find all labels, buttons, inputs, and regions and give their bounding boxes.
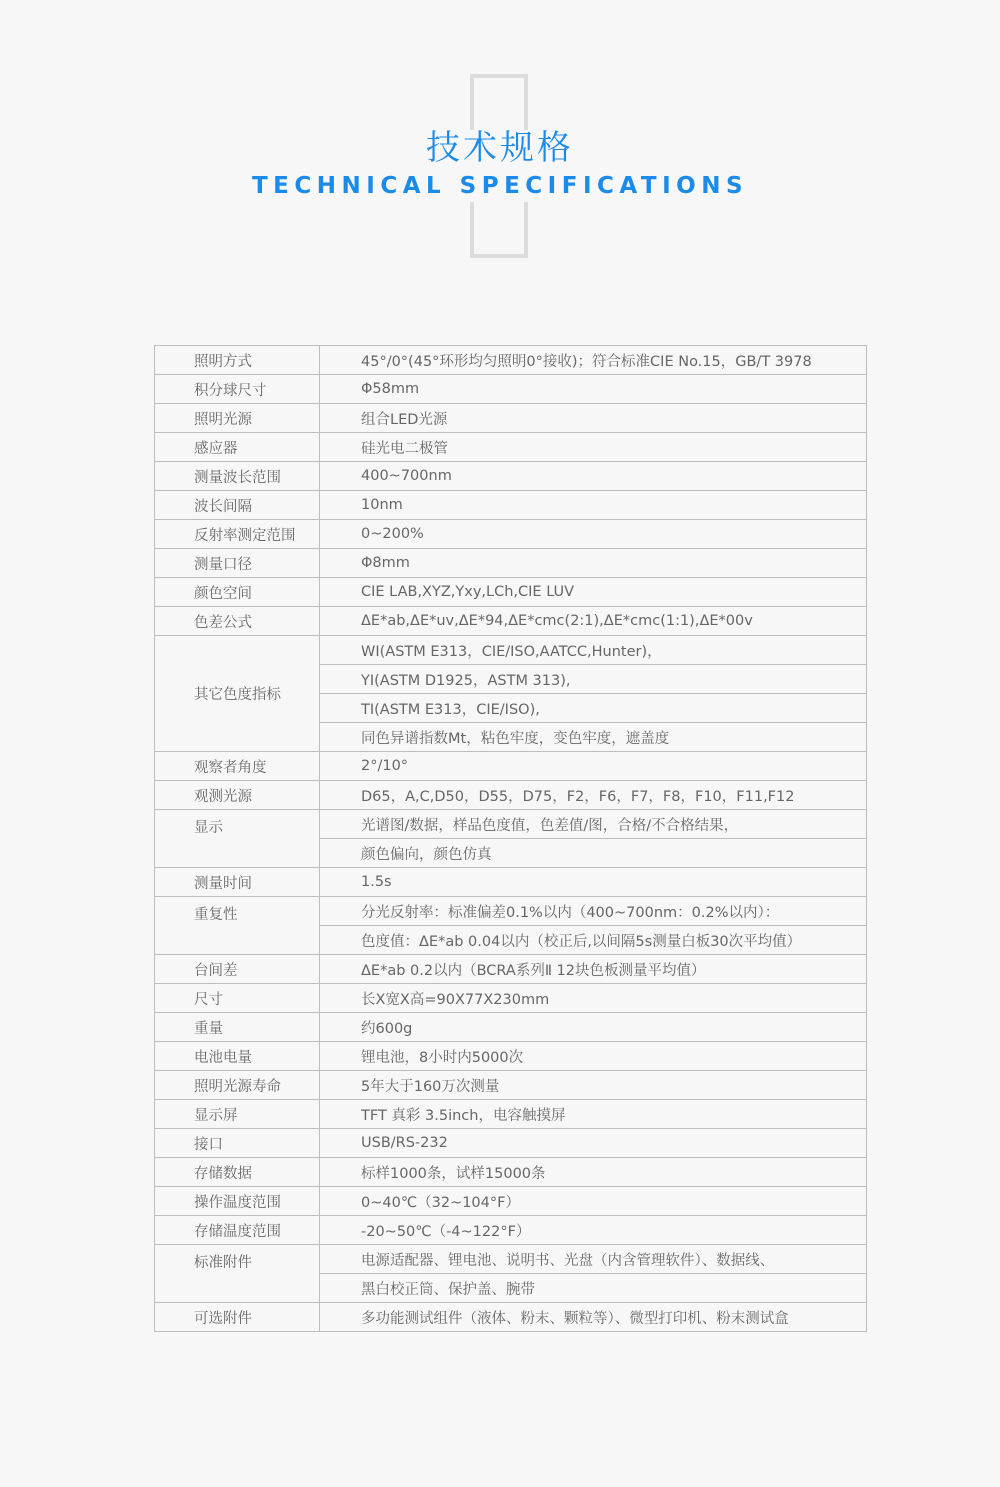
spec-value: 0~40℃（32~104°F） <box>320 1187 867 1216</box>
spec-label: 观察者角度 <box>155 752 320 781</box>
spec-row <box>155 1042 867 1071</box>
spec-label: 测量时间 <box>155 868 320 897</box>
spec-row <box>155 491 867 520</box>
spec-value: ΔE*ab,ΔE*uv,ΔE*94,ΔE*cmc(2:1),ΔE*cmc(1:1),ΔE*00v <box>320 607 867 636</box>
spec-row <box>155 955 867 984</box>
spec-row <box>155 984 867 1013</box>
spec-row <box>155 1158 867 1187</box>
spec-table <box>154 345 867 1332</box>
spec-label: 测量口径 <box>155 549 320 578</box>
spec-value: 锂电池，8小时内5000次 <box>320 1042 867 1071</box>
spec-row <box>155 1100 867 1129</box>
spec-value: 400~700nm <box>320 462 867 491</box>
spec-label: 显示屏 <box>155 1100 320 1129</box>
spec-label: 电池电量 <box>155 1042 320 1071</box>
spec-value: 2°/10° <box>320 752 867 781</box>
spec-row <box>155 636 867 665</box>
spec-value: 光谱图/数据，样品色度值，色差值/图，合格/不合格结果， <box>320 810 867 839</box>
spec-value: WI(ASTM E313，CIE/ISO,AATCC,Hunter)， <box>320 636 867 665</box>
spec-row <box>155 1129 867 1158</box>
spec-value: Φ8mm <box>320 549 867 578</box>
spec-label: 测量波长范围 <box>155 462 320 491</box>
decorative-bracket-bottom <box>470 202 528 258</box>
spec-row <box>155 1187 867 1216</box>
spec-label: 照明光源 <box>155 404 320 433</box>
spec-value: TI(ASTM E313，CIE/ISO), <box>320 694 867 723</box>
spec-row <box>155 781 867 810</box>
spec-row <box>155 1245 867 1274</box>
spec-label: 操作温度范围 <box>155 1187 320 1216</box>
spec-value: 多功能测试组件（液体、粉末、颗粒等）、微型打印机、粉末测试盒 <box>320 1303 867 1332</box>
spec-label: 重量 <box>155 1013 320 1042</box>
spec-label: 标准附件 <box>155 1245 320 1303</box>
spec-value: CIE LAB,XYZ,Yxy,LCh,CIE LUV <box>320 578 867 607</box>
spec-value: 硅光电二极管 <box>320 433 867 462</box>
spec-value: 组合LED光源 <box>320 404 867 433</box>
spec-row <box>155 1216 867 1245</box>
spec-label: 色差公式 <box>155 607 320 636</box>
spec-label: 照明光源寿命 <box>155 1071 320 1100</box>
spec-label: 感应器 <box>155 433 320 462</box>
page-title-cn: 技术规格 <box>426 128 574 168</box>
spec-value: USB/RS-232 <box>320 1129 867 1158</box>
page-header <box>0 0 1000 300</box>
spec-value: TFT 真彩 3.5inch，电容触摸屏 <box>320 1100 867 1129</box>
spec-row <box>155 1303 867 1332</box>
spec-value: 分光反射率：标准偏差0.1%以内（400~700nm：0.2%以内）： <box>320 897 867 926</box>
spec-value: 同色异谱指数Mt，粘色牢度，变色牢度，遮盖度 <box>320 723 867 752</box>
spec-value: 0~200% <box>320 520 867 549</box>
spec-value: Φ58mm <box>320 375 867 404</box>
spec-value: 5年大于160万次测量 <box>320 1071 867 1100</box>
spec-row <box>155 375 867 404</box>
spec-row <box>155 607 867 636</box>
spec-label: 存储数据 <box>155 1158 320 1187</box>
spec-label: 观测光源 <box>155 781 320 810</box>
spec-value: 10nm <box>320 491 867 520</box>
spec-value: 电源适配器、锂电池、说明书、光盘（内含管理软件）、数据线、 <box>320 1245 867 1274</box>
spec-label: 存储温度范围 <box>155 1216 320 1245</box>
spec-label: 可选附件 <box>155 1303 320 1332</box>
spec-value: -20~50℃（-4~122°F） <box>320 1216 867 1245</box>
spec-value: 标样1000条，试样15000条 <box>320 1158 867 1187</box>
spec-table-body <box>155 346 867 1332</box>
spec-value: ΔE*ab 0.2以内（BCRA系列Ⅱ 12块色板测量平均值） <box>320 955 867 984</box>
spec-row <box>155 404 867 433</box>
spec-label: 颜色空间 <box>155 578 320 607</box>
spec-label: 尺寸 <box>155 984 320 1013</box>
spec-label: 台间差 <box>155 955 320 984</box>
spec-label: 接口 <box>155 1129 320 1158</box>
spec-value: 色度值：ΔE*ab 0.04以内（校正后,以间隔5s测量白板30次平均值） <box>320 926 867 955</box>
spec-row <box>155 462 867 491</box>
spec-row <box>155 1013 867 1042</box>
spec-row <box>155 752 867 781</box>
spec-value: 黑白校正筒、保护盖、腕带 <box>320 1274 867 1303</box>
spec-row <box>155 346 867 375</box>
spec-row <box>155 1071 867 1100</box>
spec-label: 波长间隔 <box>155 491 320 520</box>
spec-row <box>155 897 867 926</box>
spec-label: 积分球尺寸 <box>155 375 320 404</box>
spec-value: 约600g <box>320 1013 867 1042</box>
spec-value: 45°/0°(45°环形均匀照明0°接收)；符合标准CIE No.15，GB/T 3978 <box>320 346 867 375</box>
spec-label: 反射率测定范围 <box>155 520 320 549</box>
spec-label: 显示 <box>155 810 320 868</box>
page-title-en: TECHNICAL SPECIFICATIONS <box>251 173 749 199</box>
spec-value: YI(ASTM D1925，ASTM 313), <box>320 665 867 694</box>
decorative-bracket-top <box>470 74 528 130</box>
spec-value: 1.5s <box>320 868 867 897</box>
spec-row <box>155 868 867 897</box>
spec-value: 颜色偏向，颜色仿真 <box>320 839 867 868</box>
spec-value: D65，A,C,D50，D55，D75，F2，F6，F7，F8，F10，F11,F12 <box>320 781 867 810</box>
spec-value: 长X宽X高=90X77X230mm <box>320 984 867 1013</box>
spec-label: 照明方式 <box>155 346 320 375</box>
spec-row <box>155 578 867 607</box>
spec-label: 其它色度指标 <box>155 636 320 752</box>
spec-label: 重复性 <box>155 897 320 955</box>
spec-row <box>155 520 867 549</box>
spec-row <box>155 810 867 839</box>
spec-row <box>155 433 867 462</box>
spec-row <box>155 549 867 578</box>
